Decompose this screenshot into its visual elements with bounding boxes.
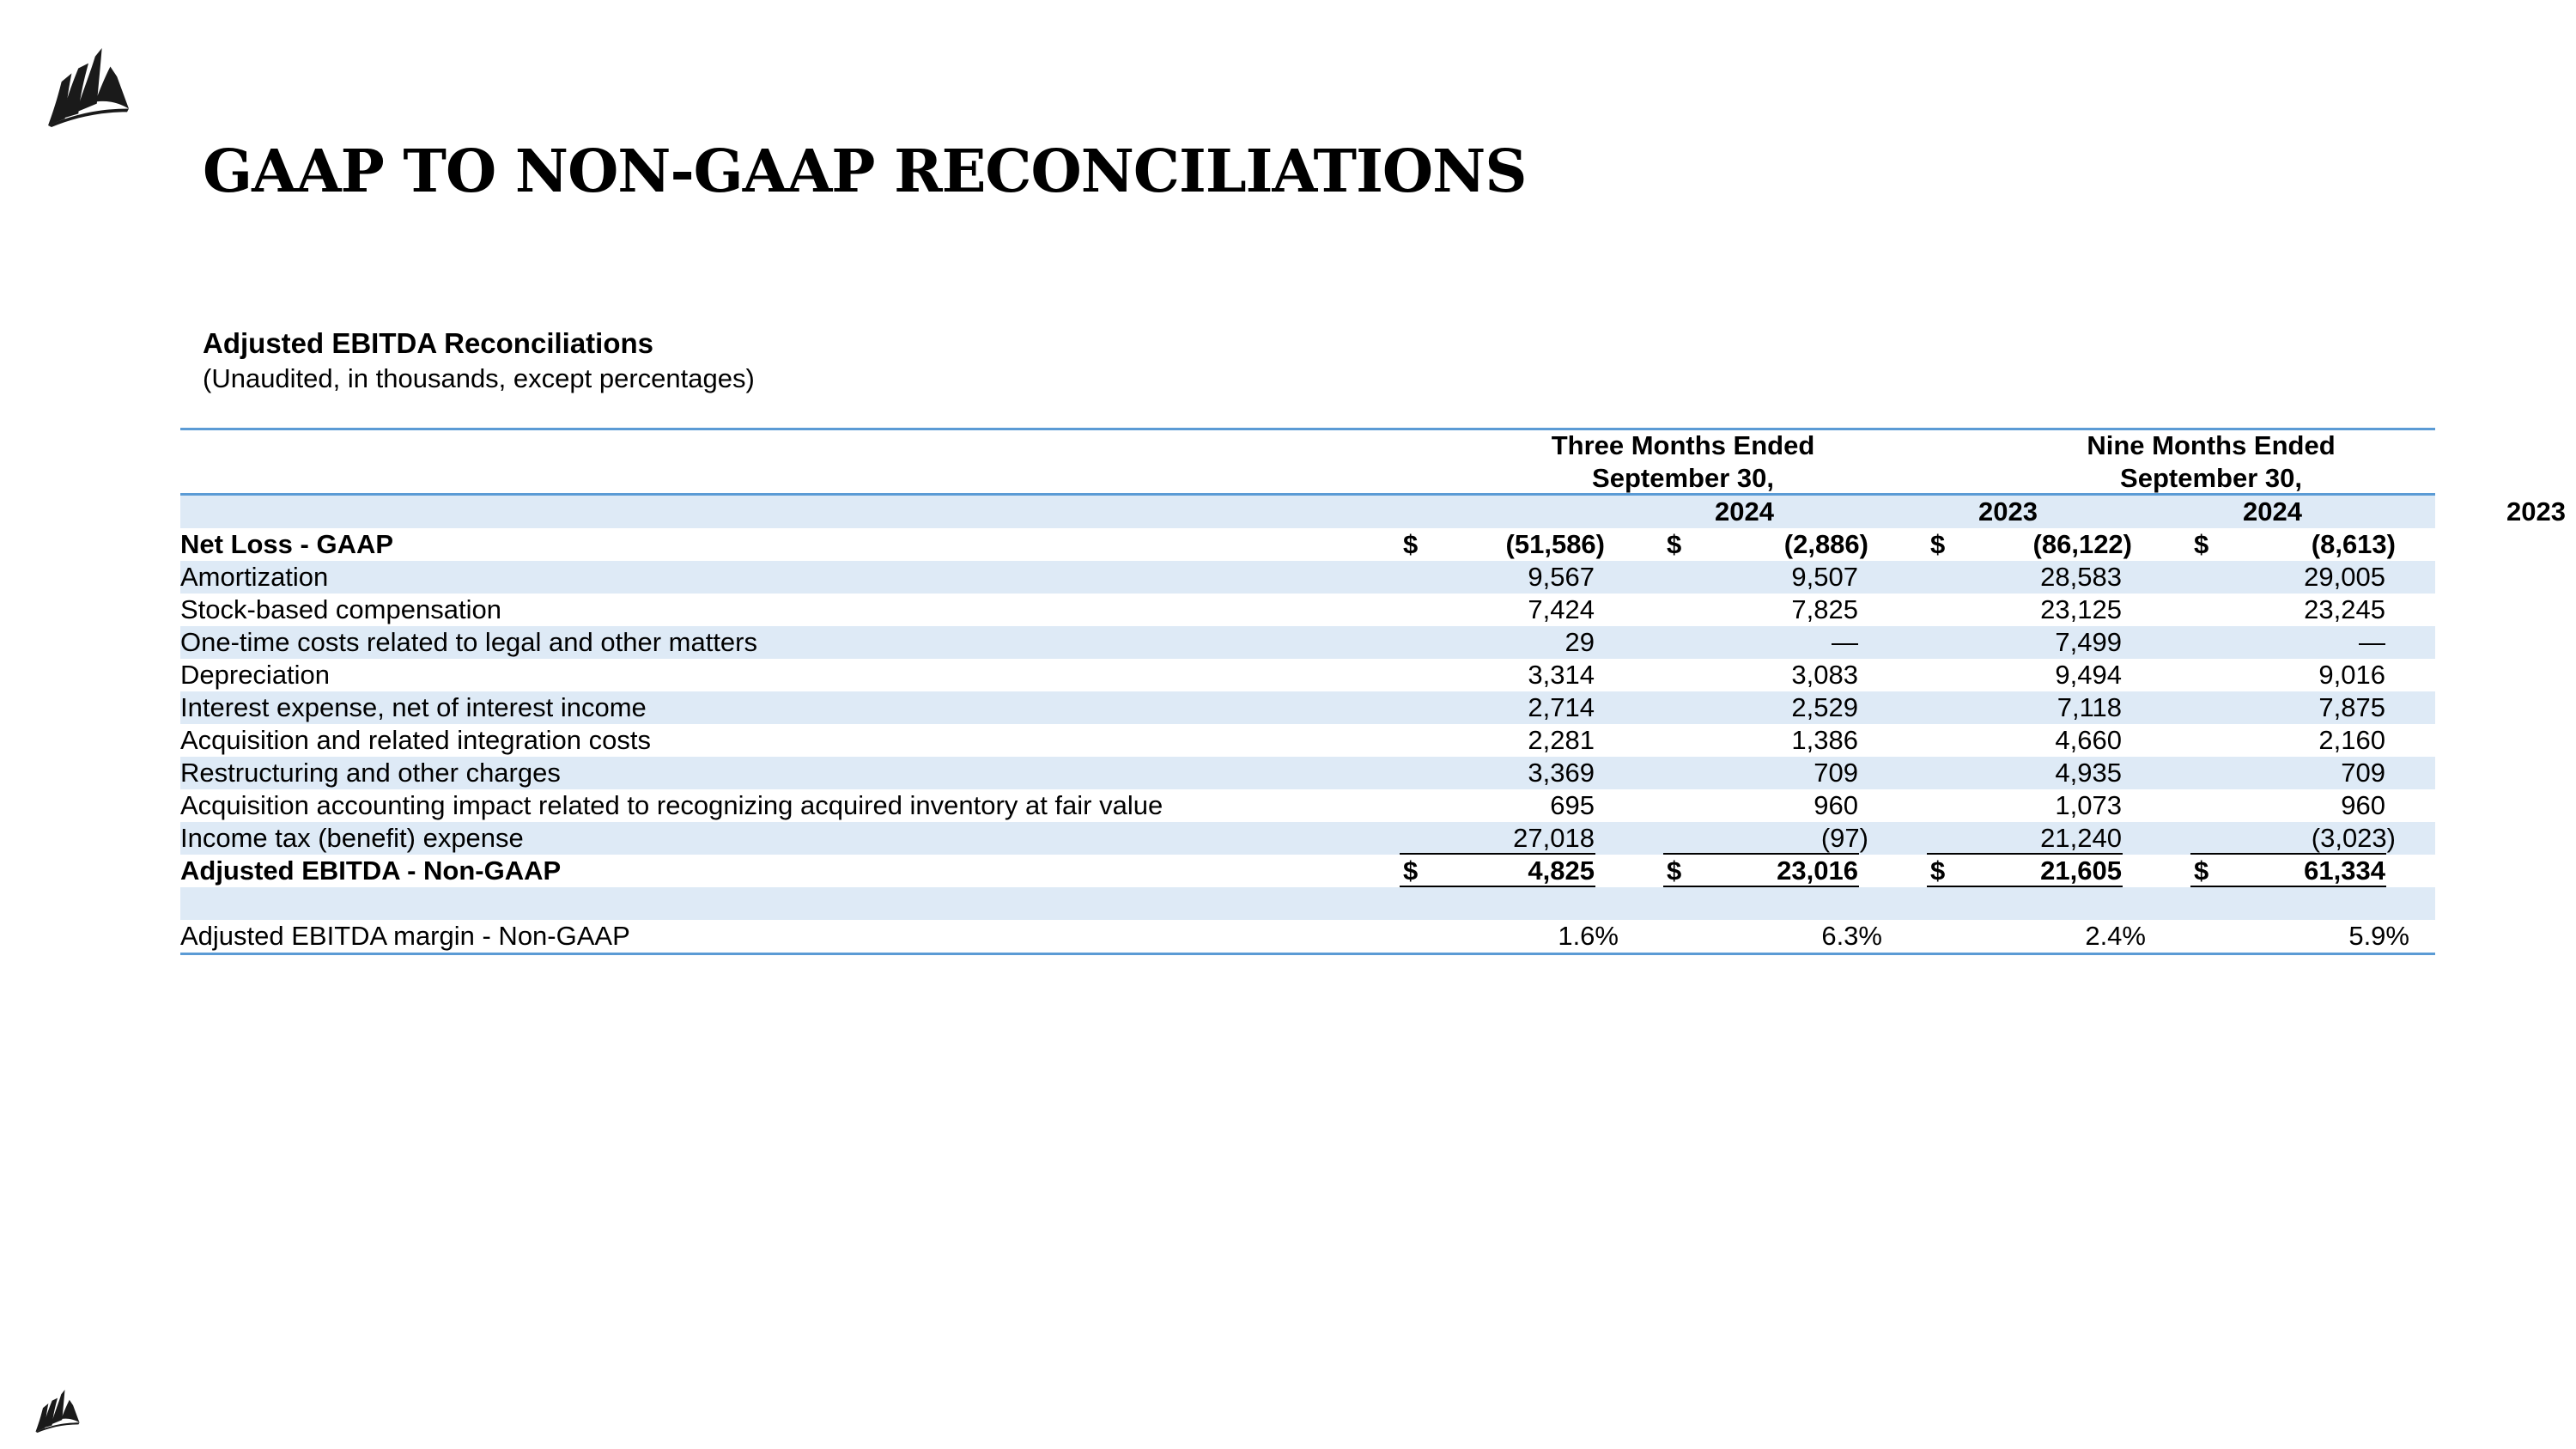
table-bottom-rule (180, 953, 2435, 955)
value-cell: 960 (1814, 790, 1858, 820)
row-label: One-time costs related to legal and other matters (180, 627, 757, 657)
value-cell: 7,875 (2318, 692, 2385, 722)
group-header-nine-months (2014, 429, 2409, 495)
value-cell (1899, 887, 2122, 920)
value-cell: 9,016 (2318, 660, 2385, 690)
year-header: 2024 (1715, 496, 1774, 527)
value-cell: 28,583 (2040, 562, 2122, 592)
value-cell: 9,507 (1791, 562, 1858, 592)
year-header-row (180, 496, 2566, 528)
section-title: Adjusted EBITDA Reconciliations (203, 327, 654, 359)
year-header: 2023 (1978, 496, 2038, 527)
table-row (180, 724, 2435, 757)
value-cell: 1,386 (1791, 725, 1858, 755)
value-cell: 9,494 (2055, 660, 2122, 690)
value-cell: 23,125 (2040, 594, 2122, 624)
table-row (180, 561, 2435, 594)
value-cell: 27,018 (1513, 823, 1595, 853)
value-cell: 7,424 (1528, 594, 1595, 624)
value-cell: (86,122) (2032, 529, 2132, 559)
table-row (180, 626, 2435, 659)
value-cell (1371, 887, 1595, 920)
row-label: Adjusted EBITDA - Non-GAAP (180, 855, 562, 886)
value-cell: (2,886) (1783, 529, 1868, 559)
year-header: 2023 (2506, 496, 2566, 527)
value-cell: 29,005 (2304, 562, 2385, 592)
value-cell: (8,613) (2311, 529, 2396, 559)
row-label: Net Loss - GAAP (180, 529, 394, 559)
dollar-sign: $ (1667, 529, 1682, 559)
row-label: Amortization (180, 562, 329, 592)
value-cell: 709 (2341, 758, 2385, 788)
table-row (180, 855, 2435, 887)
dollar-sign: $ (2194, 529, 2209, 559)
row-label: Restructuring and other charges (180, 758, 561, 788)
row-label: Acquisition accounting impact related to recognizing acquired inventory at fair value (180, 790, 1163, 820)
value-cell: 7,499 (2055, 627, 2122, 657)
value-cell: 23,016 (1777, 855, 1858, 886)
table-row (180, 528, 2435, 561)
value-cell: — (2359, 627, 2385, 657)
table-row (180, 822, 2435, 855)
group-header-line1: Three Months Ended (1551, 430, 1815, 460)
value-cell: 2.4% (2085, 921, 2146, 951)
value-cell: 960 (2341, 790, 2385, 820)
value-cell: 2,529 (1791, 692, 1858, 722)
dollar-sign: $ (1930, 855, 1946, 886)
group-header-line1: Nine Months Ended (2087, 430, 2336, 460)
section-subtitle: (Unaudited, in thousands, except percentages) (203, 363, 755, 393)
group-header-line2: September 30, (2120, 463, 2302, 493)
value-cell: 7,825 (1791, 594, 1858, 624)
dollar-sign: $ (1403, 529, 1419, 559)
group-header-line2: September 30, (1592, 463, 1774, 493)
value-cell: 2,160 (2318, 725, 2385, 755)
value-cell: 1.6% (1558, 921, 1619, 951)
dollar-sign: $ (1667, 855, 1682, 886)
dollar-sign: $ (1403, 855, 1419, 886)
value-cell: 61,334 (2304, 855, 2385, 886)
value-cell: 21,605 (2040, 855, 2122, 886)
value-cell: 3,369 (1528, 758, 1595, 788)
row-label: Interest expense, net of interest income (180, 692, 647, 722)
sails-logo-icon-footer (34, 1390, 81, 1433)
row-label: Depreciation (180, 660, 331, 690)
value-cell: — (1832, 627, 1858, 657)
value-cell: 709 (1814, 758, 1858, 788)
row-label: Adjusted EBITDA margin - Non-GAAP (180, 921, 630, 951)
group-header-three-months (1485, 429, 1880, 495)
year-header: 2024 (2243, 496, 2302, 527)
value-cell: 9,567 (1528, 562, 1595, 592)
value-cell: 4,825 (1528, 855, 1595, 886)
value-cell: 695 (1550, 790, 1595, 820)
table-row (180, 887, 2435, 920)
value-cell: 2,714 (1528, 692, 1595, 722)
page-title: GAAP TO NON-GAAP RECONCILIATIONS (203, 137, 1527, 206)
value-cell: 2,281 (1528, 725, 1595, 755)
value-cell: 3,083 (1791, 660, 1858, 690)
table-row (180, 659, 2435, 691)
dollar-sign: $ (2194, 855, 2209, 886)
value-cell: 21,240 (2040, 823, 2122, 853)
table-row (180, 789, 2435, 822)
value-cell: 23,245 (2304, 594, 2385, 624)
value-cell: (3,023) (2311, 823, 2396, 853)
value-cell: (97) (1820, 823, 1868, 853)
value-cell: (51,586) (1505, 529, 1605, 559)
table-row (180, 920, 2435, 953)
value-cell: 29 (1564, 627, 1595, 657)
table-row (180, 691, 2435, 724)
table-row (180, 757, 2435, 789)
value-cell: 4,935 (2055, 758, 2122, 788)
row-label: Stock-based compensation (180, 594, 501, 624)
value-cell: 6.3% (1821, 921, 1882, 951)
sails-logo-icon (46, 48, 131, 127)
value-cell (1635, 887, 1858, 920)
row-label: Acquisition and related integration costs (180, 725, 651, 755)
dollar-sign: $ (1930, 529, 1946, 559)
value-cell: 3,314 (1528, 660, 1595, 690)
table-row (180, 594, 2435, 626)
value-cell (2162, 887, 2385, 920)
value-cell: 4,660 (2055, 725, 2122, 755)
row-label: Income tax (benefit) expense (180, 823, 524, 853)
value-cell: 5.9% (2348, 921, 2409, 951)
value-cell: 7,118 (2057, 692, 2122, 722)
value-cell: 1,073 (2055, 790, 2122, 820)
